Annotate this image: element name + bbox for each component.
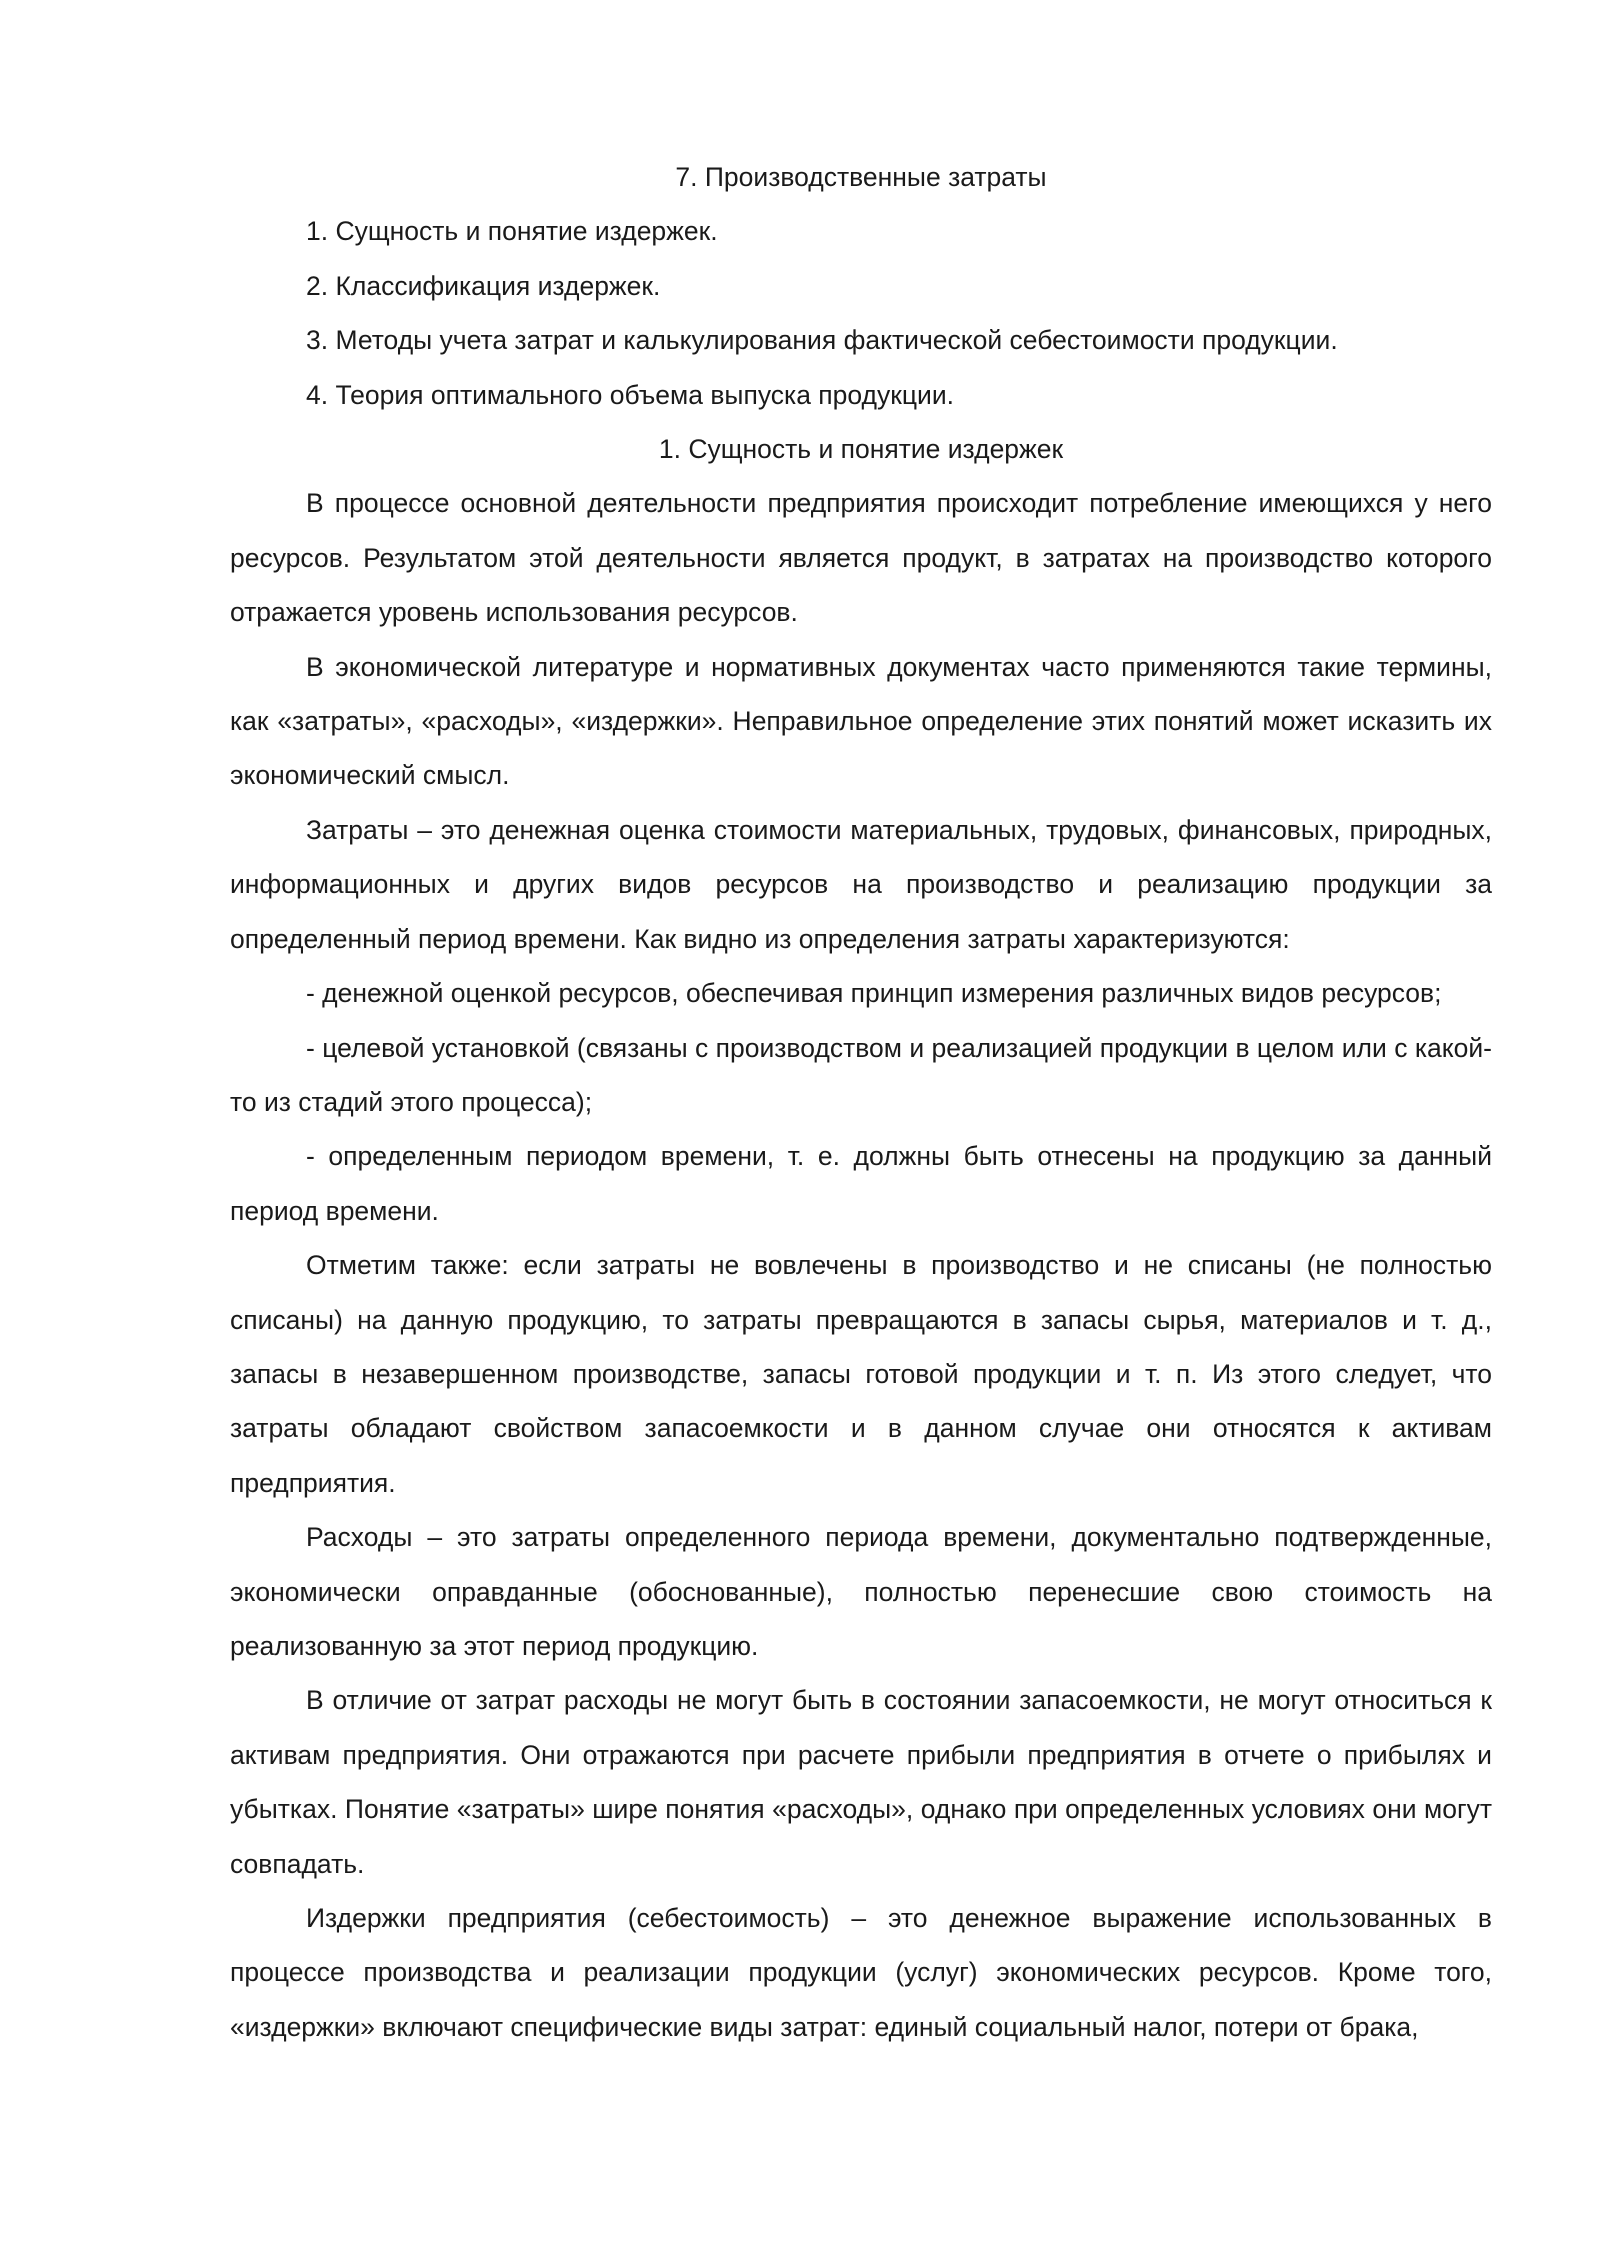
paragraph-7: Отметим также: если затраты не вовлечены в производство и не списаны (не полностью списаны) на данную продукцию, то затраты превращаются в запасы сырья, материалов и т. д., запасы в незавершенном производстве, запасы готовой продукции и т. п. Из этого следует, что затраты обладают свойством запасоемкости и в данном случае они относятся к активам предприятия. [230,1250,1492,1498]
paragraph-4: - денежной оценкой ресурсов, обеспечивая принцип измерения различных видов ресурсов; [306,978,1442,1009]
paragraph-8: Расходы – это затраты определенного периода времени, документально подтвержденные, экономически оправданные (обоснованные), полностью перенесшие свою стоимость на реализованную за этот период продукцию. [230,1522,1492,1661]
paragraph-1: В процессе основной деятельности предприятия происходит потребление имеющихся у него ресурсов. Результатом этой деятельности является продукт, в затратах на производство которого отражается уровень использования ресурсов. [230,488,1492,628]
section-title: 1. Сущность и понятие издержек [658,434,1064,465]
toc-item-2: 2. Классификация издержек. [306,270,661,301]
toc-item-4: 4. Теория оптимального объема выпуска продукции. [306,379,955,410]
document-page [230,150,1492,2054]
paragraph-3: Затраты – это денежная оценка стоимости материальных, трудовых, финансовых, природных, информационных и других видов ресурсов на производство и реализацию продукции за определенный период времени. Как видно из определения затраты характеризуются: [230,814,1492,954]
toc-item-3: 3. Методы учета затрат и калькулирования фактической себестоимости продукции. [306,325,1338,356]
toc-item-1: 1. Сущность и понятие издержек. [306,216,718,247]
paragraph-9: В отличие от затрат расходы не могут быть в состоянии запасоемкости, не могут относиться к активам предприятия. Они отражаются при расчете прибыли предприятия в отчете о прибылях и убытках. Понятие «затраты» шире понятия «расходы», однако при определенных условиях они могут совпадать. [230,1685,1492,1879]
paragraph-5: - целевой установкой (связаны с производством и реализацией продукции в целом или с какой-то из стадий этого процесса); [230,1032,1492,1117]
paragraph-2: В экономической литературе и нормативных документах часто применяются такие термины, как «затраты», «расходы», «издержки». Неправильное определение этих понятий может исказить их экономический смысл. [230,651,1492,791]
chapter-title: 7. Производственные затраты [675,162,1047,192]
paragraph-10: Издержки предприятия (себестоимость) – это денежное выражение использованных в процессе производства и реализации продукции (услуг) экономических ресурсов. Кроме того, «издержки» включают специфические виды затрат: единый социальный налог, потери от брака, [230,1903,1492,2042]
paragraph-6: - определенным периодом времени, т. е. должны быть отнесены на продукцию за данный период времени. [230,1141,1492,1226]
